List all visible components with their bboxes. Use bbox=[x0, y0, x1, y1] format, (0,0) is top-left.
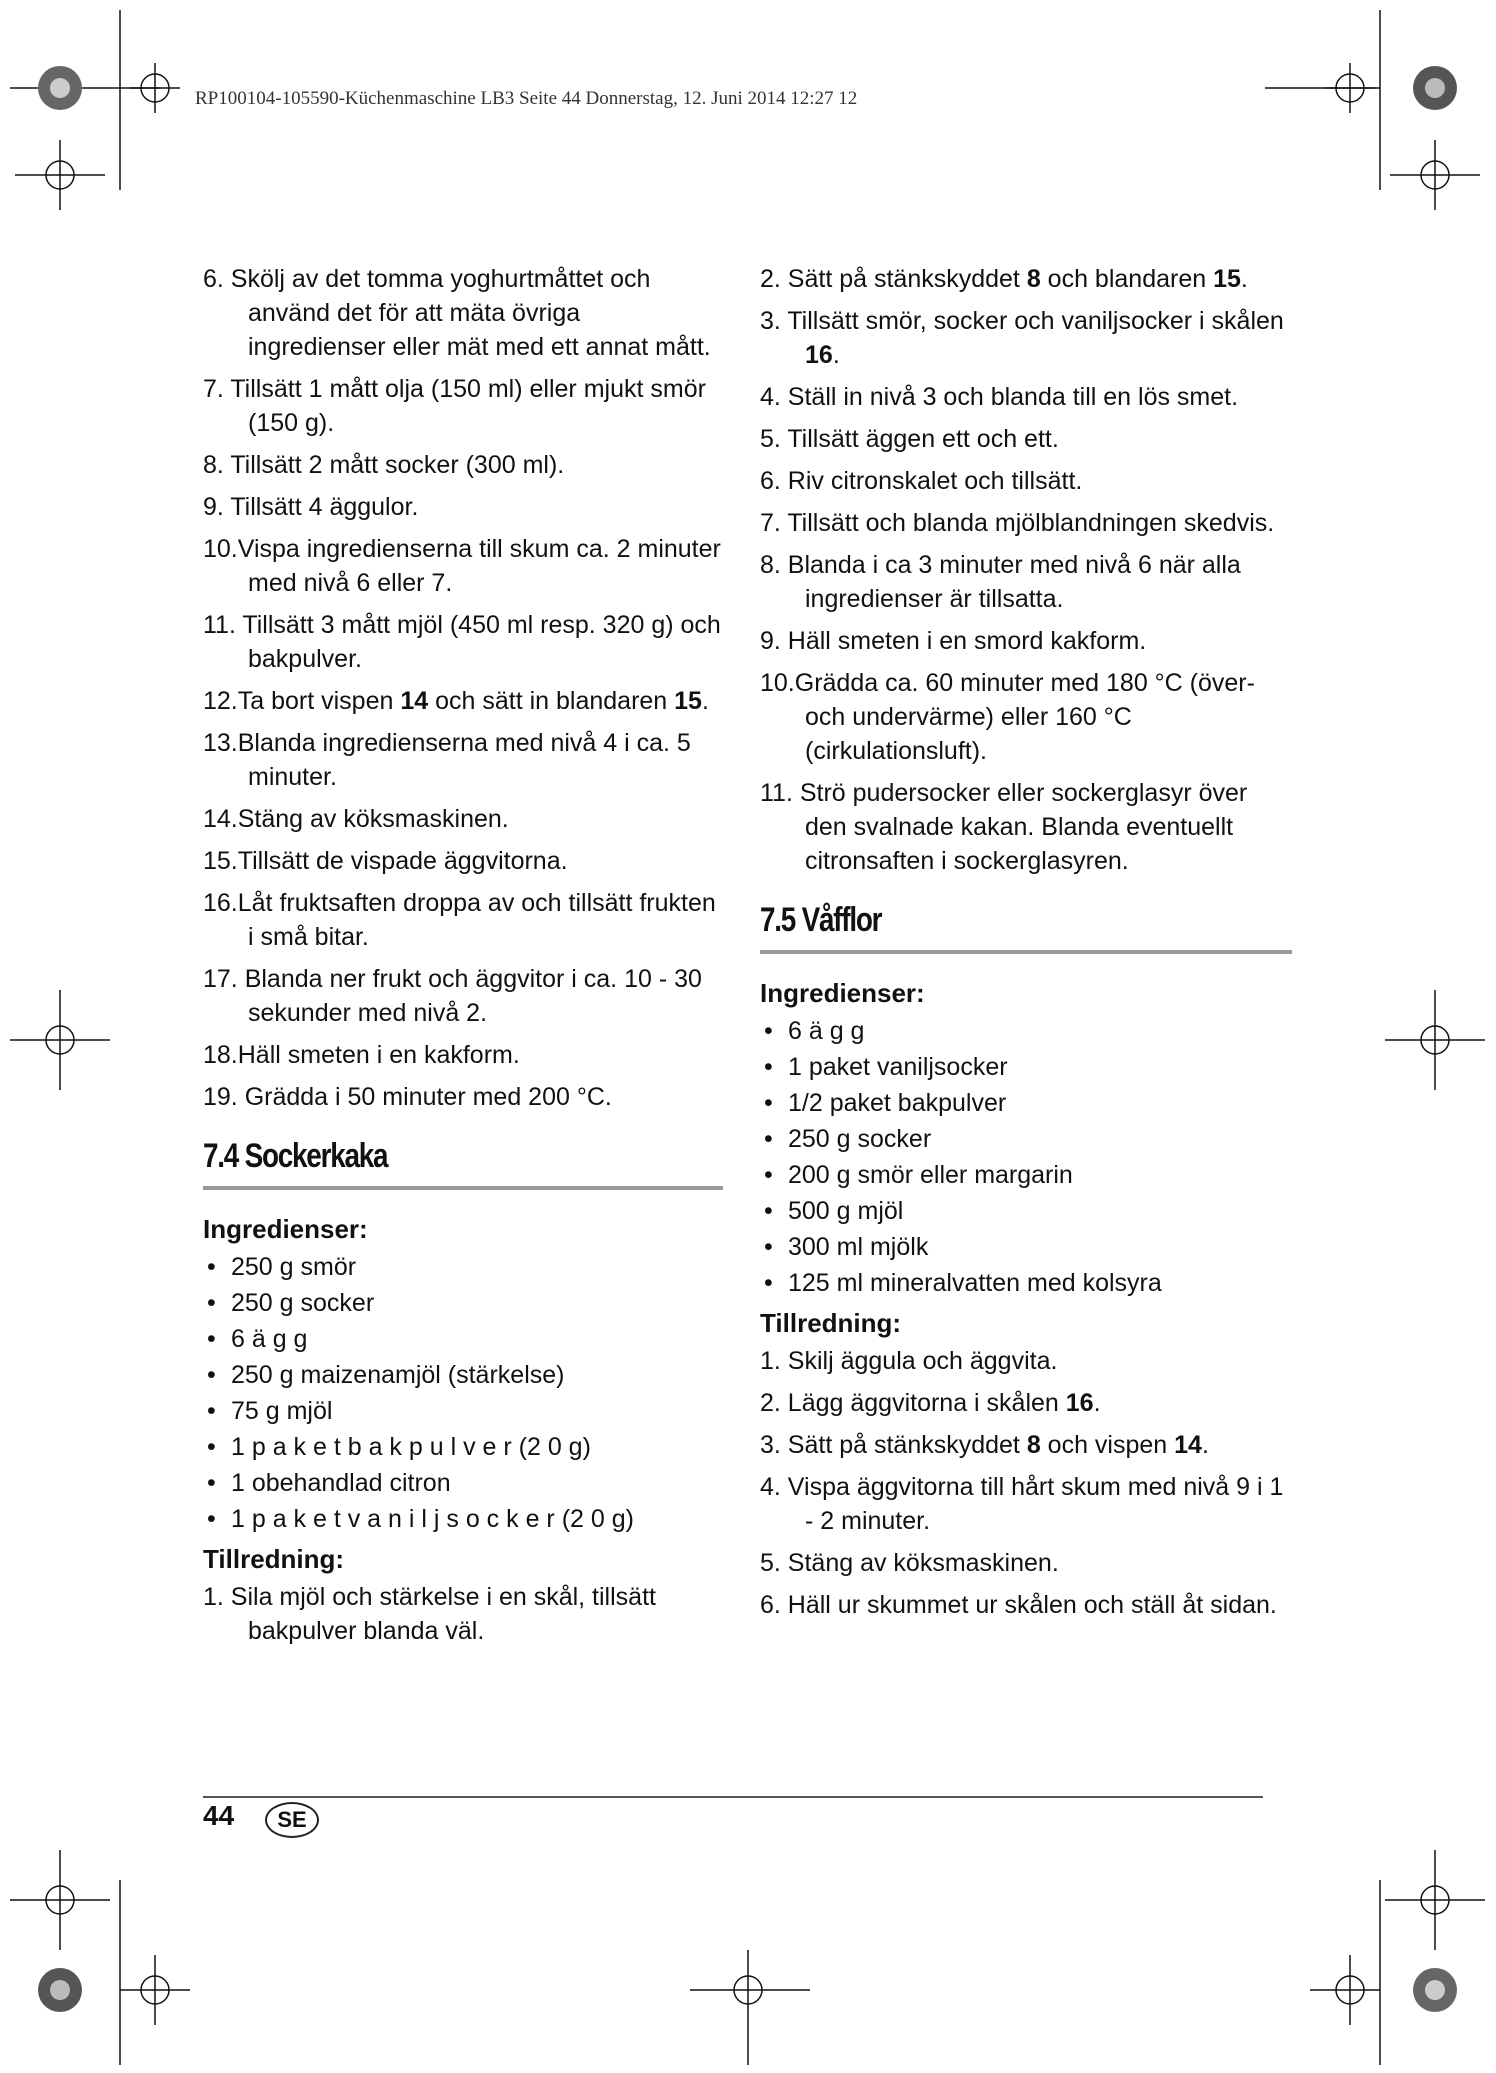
ingredient-item: • 1 p a k e t v a n i l j s o c k e r (2 0 g) bbox=[203, 1502, 723, 1536]
ingredient-item: • 1/2 paket bakpulver bbox=[760, 1086, 1292, 1120]
step-11: 11. Strö pudersocker eller sockerglasyr över den svalnade kakan. Blanda eventuellt citronsaften i sockerglasyren. bbox=[760, 779, 1248, 875]
step-9: 9. Tillsätt 4 äggulor. bbox=[203, 493, 419, 521]
section-title-vafflor: 7.5 Våfflor bbox=[760, 901, 882, 939]
step-10: 10.Vispa ingredienserna till skum ca. 2 minuter med nivå 6 eller 7. bbox=[203, 535, 721, 597]
page-number: 44 bbox=[203, 1800, 235, 1831]
step-11: 11. Tillsätt 3 mått mjöl (450 ml resp. 320 g) och bakpulver. bbox=[203, 611, 721, 673]
section-title-sockerkaka: 7.4 Sockerkaka bbox=[203, 1137, 388, 1175]
step-6: 6. Riv citronskalet och tillsätt. bbox=[760, 467, 1083, 495]
ingredient-item: • 250 g socker bbox=[760, 1122, 1292, 1156]
step-3: 3. Tillsätt smör, socker och vaniljsocker i skålen 16. bbox=[760, 307, 1284, 369]
step-5: 5. Tillsätt äggen ett och ett. bbox=[760, 425, 1059, 453]
step-18: 18.Häll smeten i en kakform. bbox=[203, 1041, 520, 1069]
ingredients-label: Ingredienser: bbox=[203, 1214, 368, 1244]
ingredients-label: Ingredienser: bbox=[760, 978, 925, 1008]
step-4: 4. Ställ in nivå 3 och blanda till en lös smet. bbox=[760, 383, 1239, 411]
step-17: 17. Blanda ner frukt och äggvitor i ca. 10 - 30 sekunder med nivå 2. bbox=[203, 965, 702, 1027]
ingredient-item: • 500 g mjöl bbox=[760, 1194, 1292, 1228]
prep-step-1: 1. Sila mjöl och stärkelse i en skål, tillsätt bakpulver blanda väl. bbox=[203, 1583, 656, 1645]
prep-step-5: 5. Stäng av köksmaskinen. bbox=[760, 1549, 1059, 1577]
ingredient-item: • 1 paket vaniljsocker bbox=[760, 1050, 1292, 1084]
preparation-label: Tillredning: bbox=[760, 1308, 902, 1338]
preparation-label: Tillredning: bbox=[203, 1544, 345, 1574]
step-16: 16.Låt fruktsaften droppa av och tillsätt frukten i små bitar. bbox=[203, 889, 716, 951]
country-badge: SE bbox=[265, 1802, 319, 1838]
step-15: 15.Tillsätt de vispade äggvitorna. bbox=[203, 847, 568, 875]
right-column bbox=[760, 262, 1292, 1630]
prep-step-2: 2. Lägg äggvitorna i skålen 16. bbox=[760, 1389, 1101, 1417]
step-2: 2. Sätt på stänkskyddet 8 och blandaren 15. bbox=[760, 265, 1248, 293]
left-column bbox=[203, 262, 723, 1656]
step-7: 7. Tillsätt 1 mått olja (150 ml) eller mjukt smör (150 g). bbox=[203, 375, 706, 437]
step-9: 9. Häll smeten i en smord kakform. bbox=[760, 627, 1147, 655]
section-rule bbox=[203, 1186, 723, 1190]
step-19: 19. Grädda i 50 minuter med 200 °C. bbox=[203, 1083, 612, 1111]
ingredient-item: • 6 ä g g bbox=[760, 1014, 1292, 1048]
step-8: 8. Tillsätt 2 mått socker (300 ml). bbox=[203, 451, 565, 479]
prep-step-6: 6. Häll ur skummet ur skålen och ställ åt sidan. bbox=[760, 1591, 1277, 1619]
ingredient-item: • 1 p a k e t b a k p u l v e r (2 0 g) bbox=[203, 1430, 723, 1464]
prep-step-3: 3. Sätt på stänkskyddet 8 och vispen 14. bbox=[760, 1431, 1209, 1459]
ingredient-item: • 250 g smör bbox=[203, 1250, 723, 1284]
step-8: 8. Blanda i ca 3 minuter med nivå 6 när alla ingredienser är tillsatta. bbox=[760, 551, 1241, 613]
step-14: 14.Stäng av köksmaskinen. bbox=[203, 805, 509, 833]
step-10: 10.Grädda ca. 60 minuter med 180 °C (över- och undervärme) eller 160 °C (cirkulationsluft). bbox=[760, 669, 1255, 765]
section-rule bbox=[760, 950, 1292, 954]
ingredient-item: • 75 g mjöl bbox=[203, 1394, 723, 1428]
step-6: 6. Skölj av det tomma yoghurtmåttet och använd det för att mäta övriga ingredienser eller mät med ett annat mått. bbox=[203, 265, 711, 361]
step-13: 13.Blanda ingredienserna med nivå 4 i ca. 5 minuter. bbox=[203, 729, 691, 791]
footer-rule bbox=[203, 1796, 1263, 1798]
ingredient-item: • 250 g maizenamjöl (stärkelse) bbox=[203, 1358, 723, 1392]
step-12: 12.Ta bort vispen 14 och sätt in blandaren 15. bbox=[203, 687, 709, 715]
ingredient-item: • 200 g smör eller margarin bbox=[760, 1158, 1292, 1192]
ingredient-item: • 300 ml mjölk bbox=[760, 1230, 1292, 1264]
print-info-line: RP100104-105590-Küchenmaschine LB3 Seite 44 Donnerstag, 12. Juni 2014 12:27 12 bbox=[195, 88, 858, 109]
ingredient-item: • 125 ml mineralvatten med kolsyra bbox=[760, 1266, 1292, 1300]
ingredient-item: • 250 g socker bbox=[203, 1286, 723, 1320]
ingredient-item: • 6 ä g g bbox=[203, 1322, 723, 1356]
ingredient-item: • 1 obehandlad citron bbox=[203, 1466, 723, 1500]
step-7: 7. Tillsätt och blanda mjölblandningen skedvis. bbox=[760, 509, 1275, 537]
prep-step-1: 1. Skilj äggula och äggvita. bbox=[760, 1347, 1058, 1375]
prep-step-4: 4. Vispa äggvitorna till hårt skum med nivå 9 i 1 - 2 minuter. bbox=[760, 1473, 1284, 1535]
